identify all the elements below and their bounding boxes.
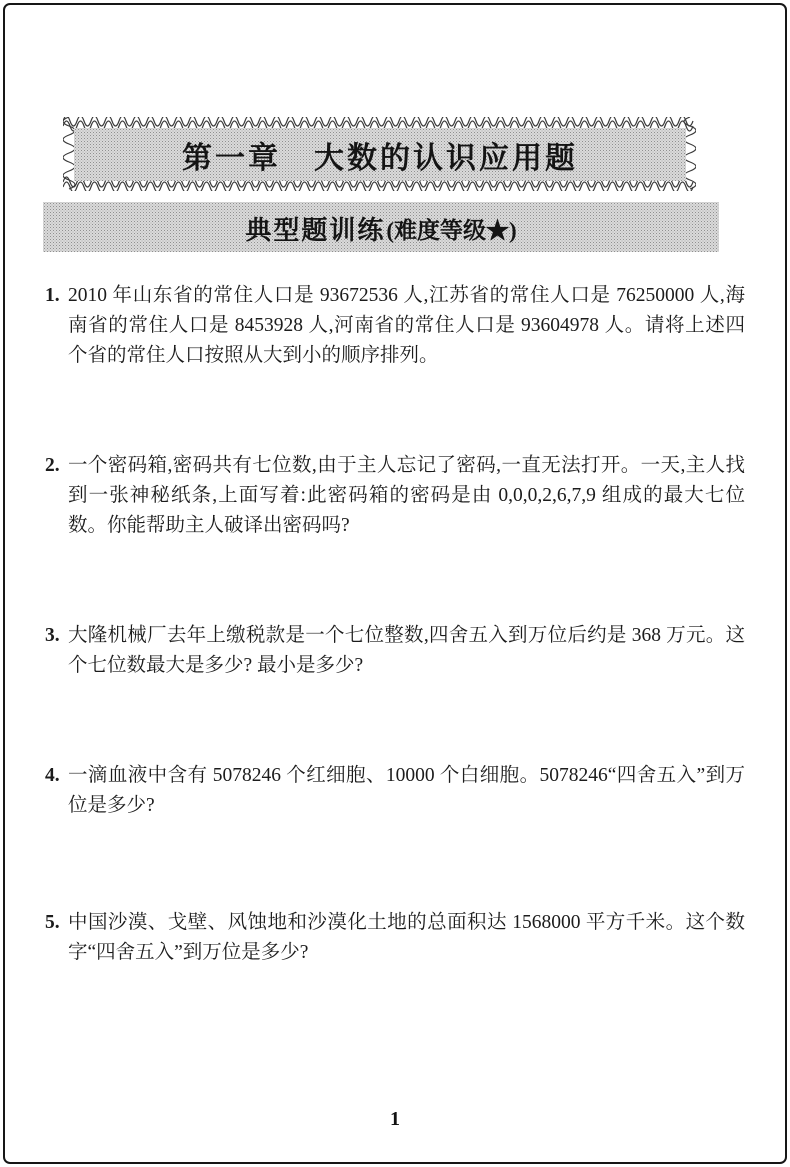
problem-text: 一个密码箱,密码共有七位数,由于主人忘记了密码,一直无法打开。一天,主人找到一张神秘纸条,上面写着:此密码箱的密码是由 0,0,0,2,6,7,9 组成的最大七位数。你能帮助主人破译出密码吗? <box>68 455 745 536</box>
problem-number: 3. <box>45 625 60 646</box>
problem-number: 1. <box>45 285 60 306</box>
problem-5 <box>45 908 745 968</box>
page-footer <box>0 1108 790 1131</box>
problem-number: 2. <box>45 455 60 476</box>
chapter-title-background <box>74 128 686 181</box>
chapter-title: 第一章 大数的认识应用题 <box>182 141 578 175</box>
problem-3 <box>45 621 745 681</box>
page-number: 1 <box>390 1108 400 1130</box>
chapter-title-box <box>63 117 696 191</box>
section-banner <box>43 202 719 252</box>
problem-4 <box>45 761 745 821</box>
problem-2 <box>45 451 745 541</box>
problem-text: 大隆机械厂去年上缴税款是一个七位整数,四舍五入到万位后约是 368 万元。这个七位数最大是多少? 最小是多少? <box>68 625 745 676</box>
problem-text: 中国沙漠、戈壁、风蚀地和沙漠化土地的总面积达 1568000 平方千米。这个数字“四舍五入”到万位是多少? <box>68 912 745 963</box>
problem-number: 5. <box>45 912 60 933</box>
problem-number: 4. <box>45 765 60 786</box>
section-difficulty-label: (难度等级★) <box>386 217 517 243</box>
section-title: 典型题训练 <box>245 214 386 245</box>
problem-text: 2010 年山东省的常住人口是 93672536 人,江苏省的常住人口是 76250000 人,海南省的常住人口是 8453928 人,河南省的常住人口是 93604978 人。请将上述四个省的常住人口按照从大到小的顺序排列。 <box>68 285 745 366</box>
problem-1 <box>45 281 745 371</box>
problem-text: 一滴血液中含有 5078246 个红细胞、10000 个白细胞。5078246“四舍五入”到万位是多少? <box>68 765 745 816</box>
problem-list <box>45 281 745 968</box>
